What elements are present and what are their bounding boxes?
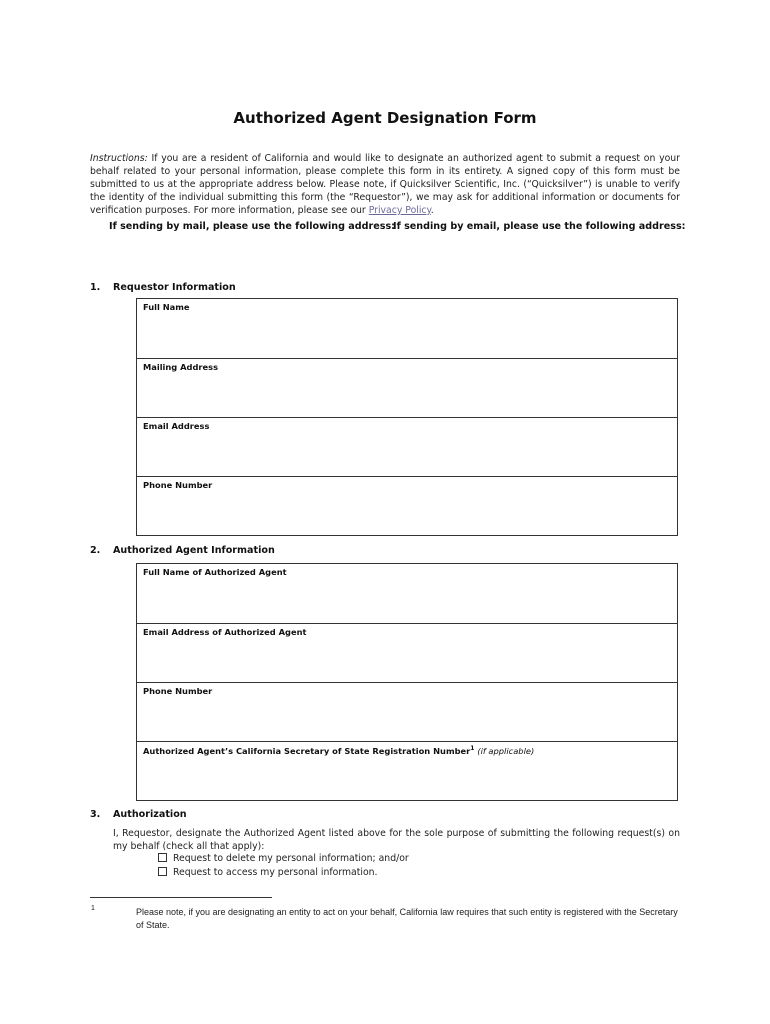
full-name-field[interactable] [137, 299, 677, 358]
form-title: Authorized Agent Designation Form [233, 109, 537, 127]
mail-address-heading: If sending by mail, please use the following address: [109, 221, 395, 232]
field-label: Authorized Agent’s California Secretary of State Registration Number [143, 745, 471, 756]
agent-info-table [136, 563, 678, 801]
authorization-text: I, Requestor, designate the Authorized Agent listed above for the sole purpose of submitting the following request(s) on my behalf (check all that apply): [113, 828, 680, 852]
field-label: Full Name [143, 302, 190, 312]
delete-request-option[interactable] [158, 853, 409, 864]
field-label: Phone Number [143, 686, 213, 696]
email-address-heading: If sending by email, please use the following address: [393, 221, 686, 232]
email-address-field[interactable] [137, 417, 677, 476]
instructions-end: . [430, 205, 434, 216]
access-request-option[interactable] [158, 867, 378, 878]
instructions-paragraph [90, 152, 680, 217]
instructions-body: If you are a resident of California and would like to designate an authorized agent to submit a request on your behalf related to your personal information, please complete this form in its entirety. A signed copy of this form must be submitted to us at the appropriate address below. Please note, if Quicksilver Scientific, Inc. (“Quicksilver”) is unable to verify the identity of the individual submitting this form (the “Requestor”), we may ask for additional information or documents for verification purposes. For more information, please see our [90, 153, 680, 216]
agent-phone-field[interactable] [137, 682, 677, 741]
section-2-number: 2. [90, 545, 101, 556]
section-1-title: Requestor Information [113, 282, 236, 293]
option-label: Request to delete my personal information; and/or [173, 853, 409, 864]
checkbox[interactable] [158, 867, 167, 876]
field-label: Full Name of Authorized Agent [143, 567, 287, 577]
requestor-info-table [136, 298, 678, 536]
footnote-reference: 1 [470, 745, 475, 752]
agent-full-name-field[interactable] [137, 564, 677, 623]
if-applicable-note: (if applicable) [477, 745, 535, 756]
section-3-number: 3. [90, 809, 101, 820]
section-2-title: Authorized Agent Information [113, 545, 275, 556]
agent-registration-number-field[interactable] [137, 741, 677, 800]
section-3-title: Authorization [113, 809, 187, 820]
instructions-lead: Instructions: [90, 153, 148, 164]
checkbox[interactable] [158, 853, 167, 862]
privacy-policy-link[interactable]: Privacy Policy [368, 205, 431, 216]
footnote-divider [90, 897, 272, 898]
phone-number-field[interactable] [137, 476, 677, 535]
option-label: Request to access my personal information. [173, 867, 378, 878]
field-label: Mailing Address [143, 362, 219, 372]
field-label: Email Address of Authorized Agent [143, 627, 307, 637]
footnote-text: Please note, if you are designating an entity to act on your behalf, California law requires that such entity is registered with the Secretary of State. [136, 907, 678, 930]
field-label: Email Address [143, 421, 210, 431]
footnote-mark: 1 [91, 905, 95, 912]
field-label: Phone Number [143, 480, 213, 490]
agent-email-field[interactable] [137, 623, 677, 682]
mailing-address-field[interactable] [137, 358, 677, 417]
section-1-number: 1. [90, 282, 101, 293]
